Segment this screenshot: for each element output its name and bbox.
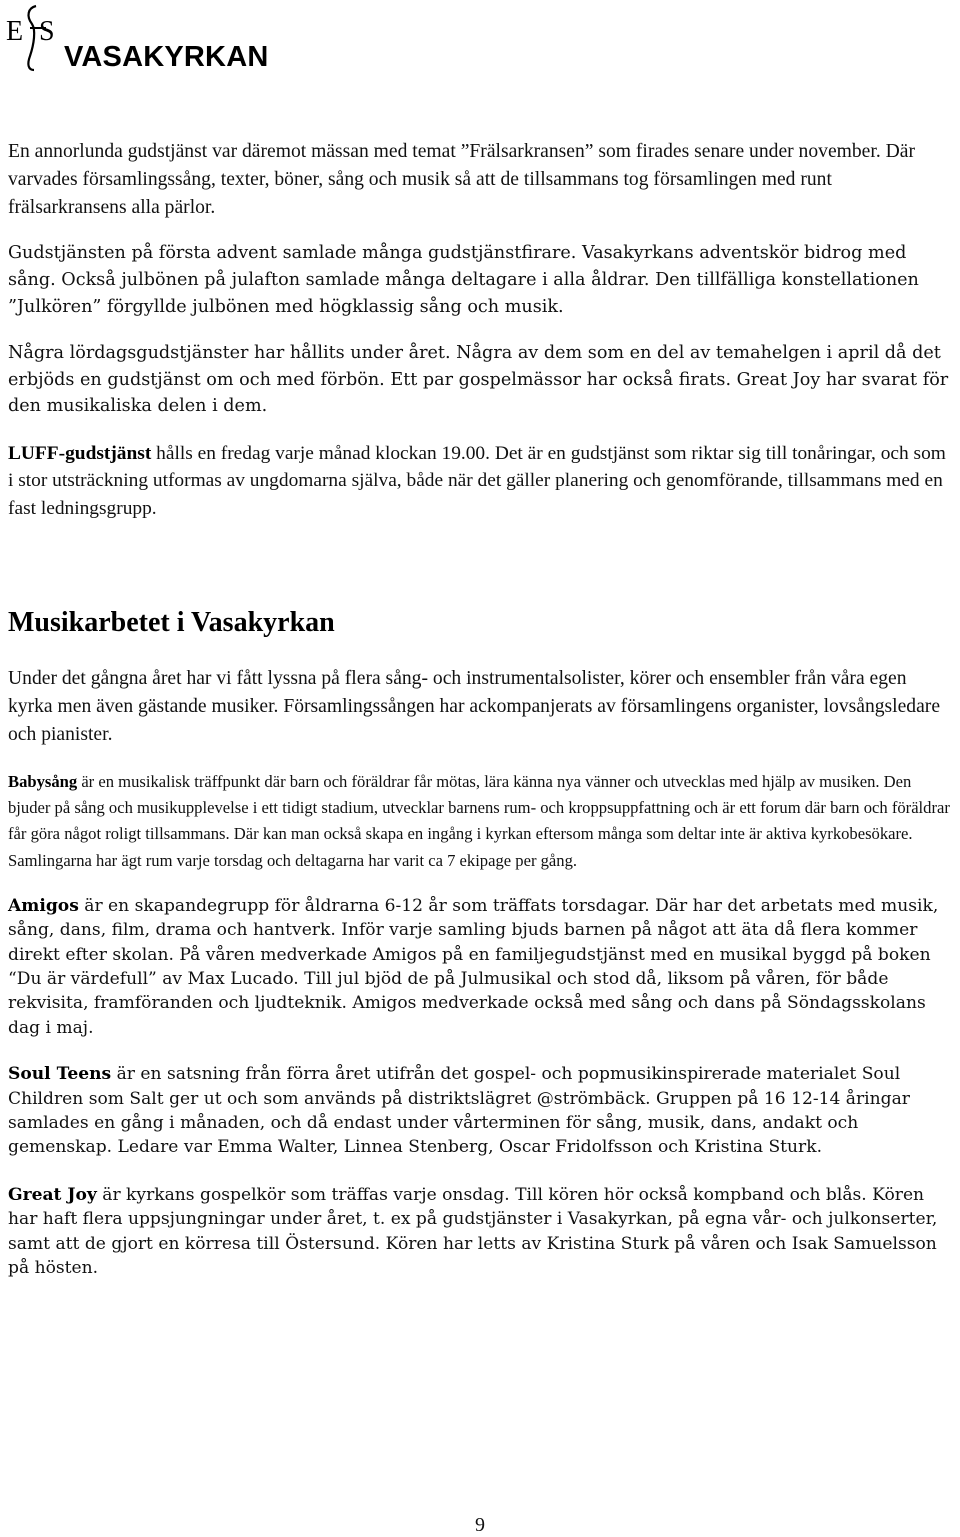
paragraph-amigos — [8, 894, 952, 1040]
efs-logo-mark — [6, 4, 66, 72]
babysang-label: Babysång — [8, 772, 78, 791]
paragraph-lordagsgudstjanster: Några lördagsgudstjänster har hållits under året. Några av dem som en del av temahelgen i april då det erbjöds en gudstjänst om och med förbön. Ett par gospelmässor har också firats. Great Joy har svarat för den musikaliska delen i dem. — [8, 343, 949, 416]
paragraph-soul-teens — [8, 1062, 952, 1160]
amigos-text: är en skapandegrupp för åldrarna 6-12 år som träffats torsdagar. Där har det arbetats med musik, sång, dans, film, drama och hantverk. Inför varje samling bjuds barnen på något att äta då flera kommer direkt efter skolan. På våren medverkade Amigos på en familjegudstjänst med en musikal byggd på boken “Du är värdefull” av Max Lucado. Till jul bjöd de på Julmusikal och stod då, liksom på våren, för både rekvisita, framföranden och ljudteknik. Amigos medverkade också med sång och dans på Söndagsskolans dag i maj. — [8, 895, 939, 1038]
paragraph-musikarbetet: Under det gångna året har vi fått lyssna på flera sång- och instrumentalsolister, körer och ensembler från våra egen kyrka men även gästande musiker. Församlingssången har ackompanjerats av församlingens organister, lovsångsledare och pianister. — [8, 668, 941, 745]
svg-text:E: E — [6, 16, 24, 47]
soul-teens-text: är en satsning från förra året utifrån det gospel- och popmusikinspirerade materialet Soul Children som Salt ger ut och som används på distriktslägret @strömbäck. Gruppen på 16 12-14 åringar samlades en gång i månaden, och då endast under vårterminen för sång, musik, dans, andakt och gemenskap. Ledare var Emma Walter, Linnea Stenberg, Oscar Fridolfsson och Kristina Sturk. — [8, 1064, 910, 1158]
section-heading: Musikarbetet i Vasakyrkan — [8, 607, 335, 638]
brand-title: VASAKYRKAN — [64, 41, 269, 73]
paragraph-advent: Gudstjänsten på första advent samlade många gudstjänstfirare. Vasakyrkans adventskör bidrog med sång. Också julbönen på julafton samlade många deltagare i alla åldrar. Den tillfälliga konstellationen ”Julkören” förgyllde julbönen med högklassig sång och musik. — [8, 243, 919, 317]
paragraph-great-joy — [8, 1183, 952, 1281]
document-body — [8, 138, 952, 1281]
amigos-label: Amigos — [8, 895, 79, 916]
great-joy-label: Great Joy — [8, 1184, 97, 1205]
soul-teens-label: Soul Teens — [8, 1064, 112, 1085]
great-joy-text: är kyrkans gospelkör som träffas varje onsdag. Till kören hör också kompband och blås. Kören har haft flera uppsjungningar under året, t. ex på gudstjänster i Vasakyrkan, på egna vår- och julkonserter, samt att de gjort en körresa till Östersund. Kören har letts av Kristina Sturk på våren och Isak Samuelsson på hösten. — [8, 1184, 938, 1279]
page-number: 9 — [475, 1514, 485, 1536]
paragraph-babysang — [8, 769, 952, 874]
luff-label: LUFF-gudstjänst — [8, 442, 152, 464]
efs-logo — [6, 4, 66, 72]
svg-text:S: S — [39, 16, 55, 47]
paragraph-frälsarkransen: En annorlunda gudstjänst var däremot mässan med temat ”Frälsarkransen” som firades senare under november. Där varvades församlingssång, texter, böner, sång och musik så att de tillsammans tog församlingen med runt frälsarkransens alla pärlor. — [8, 141, 915, 218]
luff-text: hålls en fredag varje månad klockan 19.00. Det är en gudstjänst som riktar sig till tonåringar, och som i stor utsträckning utformas av ungdomarna själva, både när det gäller planering och genomförande, tillsammans med en fast ledningsgrupp. — [8, 442, 946, 519]
paragraph-luff — [8, 440, 952, 523]
babysang-text: är en musikalisk träffpunkt där barn och föräldrar får mötas, lära känna nya vänner och utvecklas med hjälp av musiken. Den bjuder på sång och musikupplevelse i ett tidigt stadium, utvecklar barnens rum- och kroppsuppfattning och är ett forum där barn och föräldrar får göra något roligt tillsammans. Där kan man också skapa en ingång i kyrkan eftersom många som deltar inte är aktiva kyrkobesökare. Samlingarna har ägt rum varje torsdag och deltagarna har varit ca 7 ekipage per gång. — [8, 772, 950, 870]
